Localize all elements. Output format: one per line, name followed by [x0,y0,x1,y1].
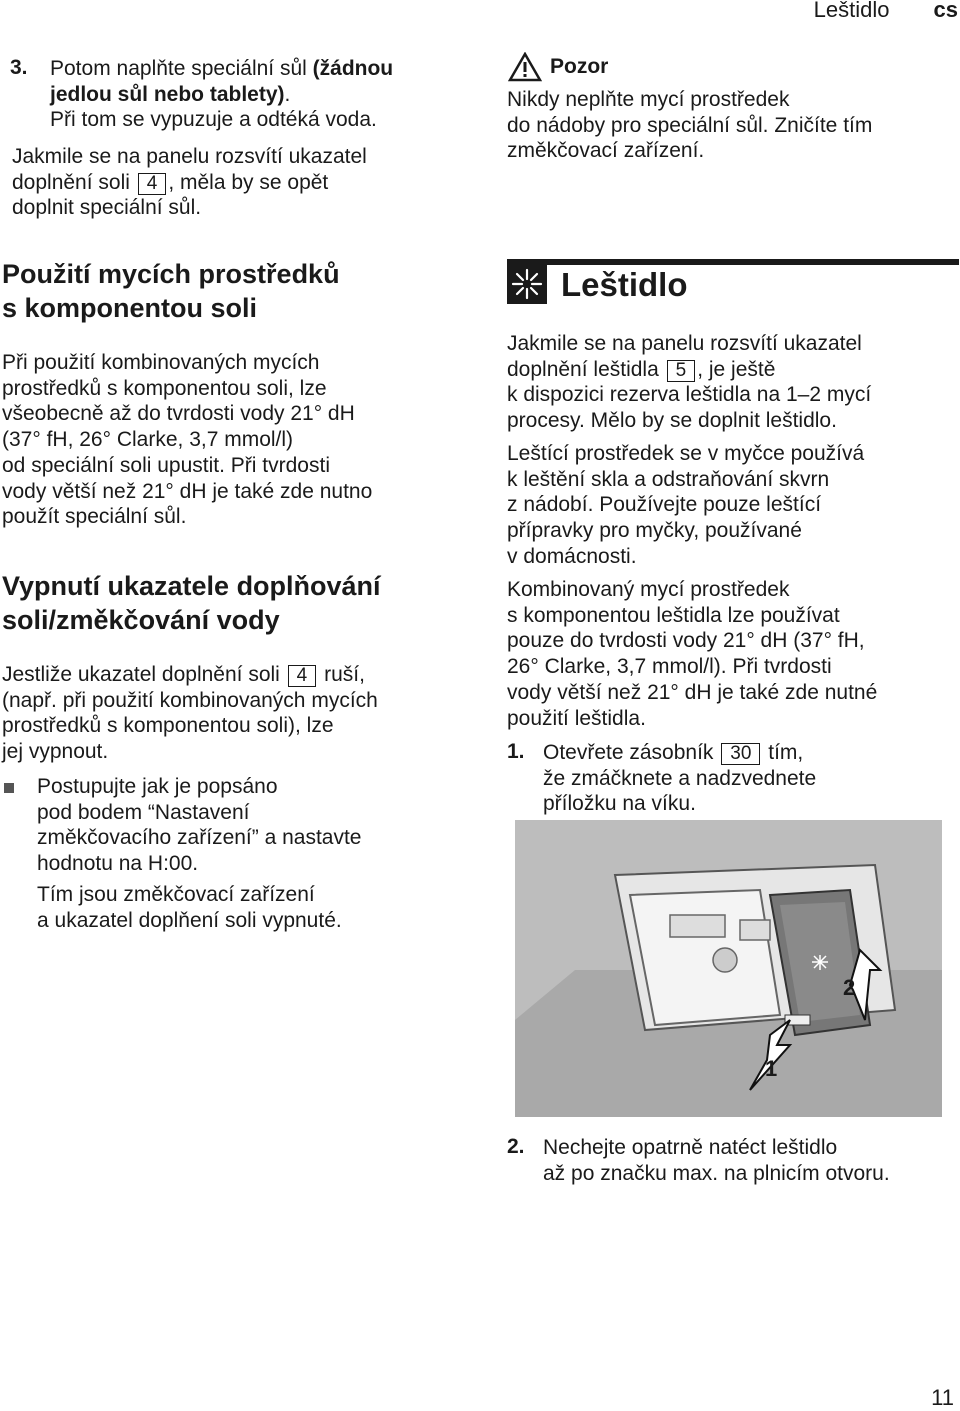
section-heading: Vypnutí ukazatele doplňování soli/změkčování vody [2,571,381,635]
rinse-indicator-paragraph: Jakmile se na panelu rozsvítí ukazatel doplnění leštidla 5 , je ještě k dispozici rezerva leštidla na 1–2 mycí procesy. Mělo by se doplnit leštidlo. [507,332,872,433]
header-section: Leštidlo [813,0,890,22]
ref-box: 30 [721,743,760,765]
ref-box: 5 [667,360,696,382]
warning-title: Pozor [550,55,609,78]
combined-detergents-paragraph: Při použití kombinovaných mycích prostředků s komponentou soli, lze všeobecně až do tvrdosti vody 21° dH (37° fH, 26° Clarke, 3,7 mmol/l) od speciální soli upustit. Při tvrdosti vody větší než 21° dH je také zde nutno použít speciální sůl. [2,351,373,529]
step3-text: Potom naplňte speciální sůl (žádnou jedlou sůl nebo tablety). Při tom se vypuzuje a odtéká voda. [50,57,394,132]
bullet-item: Postupujte jak je popsáno pod bodem “Nastavení změkčovacího zařízení” a nastavte hodnotu na H:00. Tím jsou změkčovací zařízení a ukazatel doplňení soli vypnuté. [37,775,362,932]
bullet-square-icon [4,783,14,793]
rinse-aid-icon [507,264,547,304]
step2-text: Nechejte opatrně natéct leštidlo až po značku max. na plnicím otvoru. [543,1136,890,1185]
page-number: 11 [931,1385,954,1410]
section-heading: Použití mycích prostředků s komponentou soli [2,259,340,323]
ref-box: 4 [138,173,167,195]
section-heading: Leštidlo [561,266,688,303]
step-number: 2. [507,1135,525,1158]
step-number: 3. [10,56,28,79]
dispenser-illustration [515,820,942,1117]
rinse-usage-paragraph: Leštící prostředek se v myčce používá k leštění skla a odstraňování skvrn z nádobí. Používejte pouze leštící přípravky pro myčky, používané v domácnosti. [507,442,865,568]
step-number: 1. [507,740,525,763]
running-header [814,0,958,23]
warning-icon [508,52,542,82]
salt-indicator-paragraph: Jakmile se na panelu rozsvítí ukazatel doplnění soli 4 , měla by se opět doplnit speciální sůl. [12,145,367,220]
warning-text: Nikdy neplňte mycí prostředek do nádoby pro speciální sůl. Zničíte tím změkčovací zařízení. [507,88,873,163]
ref-box: 4 [288,665,317,687]
switch-off-paragraph: Jestliže ukazatel doplnění soli 4 ruší, (např. při použití kombinovaných mycích prostředků s komponentou soli), lze jej vypnout. [2,663,378,764]
figure-label: 2 [843,975,856,1000]
step1-text: Otevřete zásobník 30 tím, že zmáčknete a nadzvednete příložku na víku. [543,741,817,816]
figure-label: 1 [765,1056,778,1081]
header-lang: cs [933,0,958,22]
combined-rinse-paragraph: Kombinovaný mycí prostředek s komponentou leštidla lze používat pouze do tvrdosti vody 21° dH (37° fH, 26° Clarke, 3,7 mmol/l). Při tvrdosti vody větší než 21° dH je také zde nutné použití leštidla. [507,578,878,730]
section-divider [507,259,959,265]
